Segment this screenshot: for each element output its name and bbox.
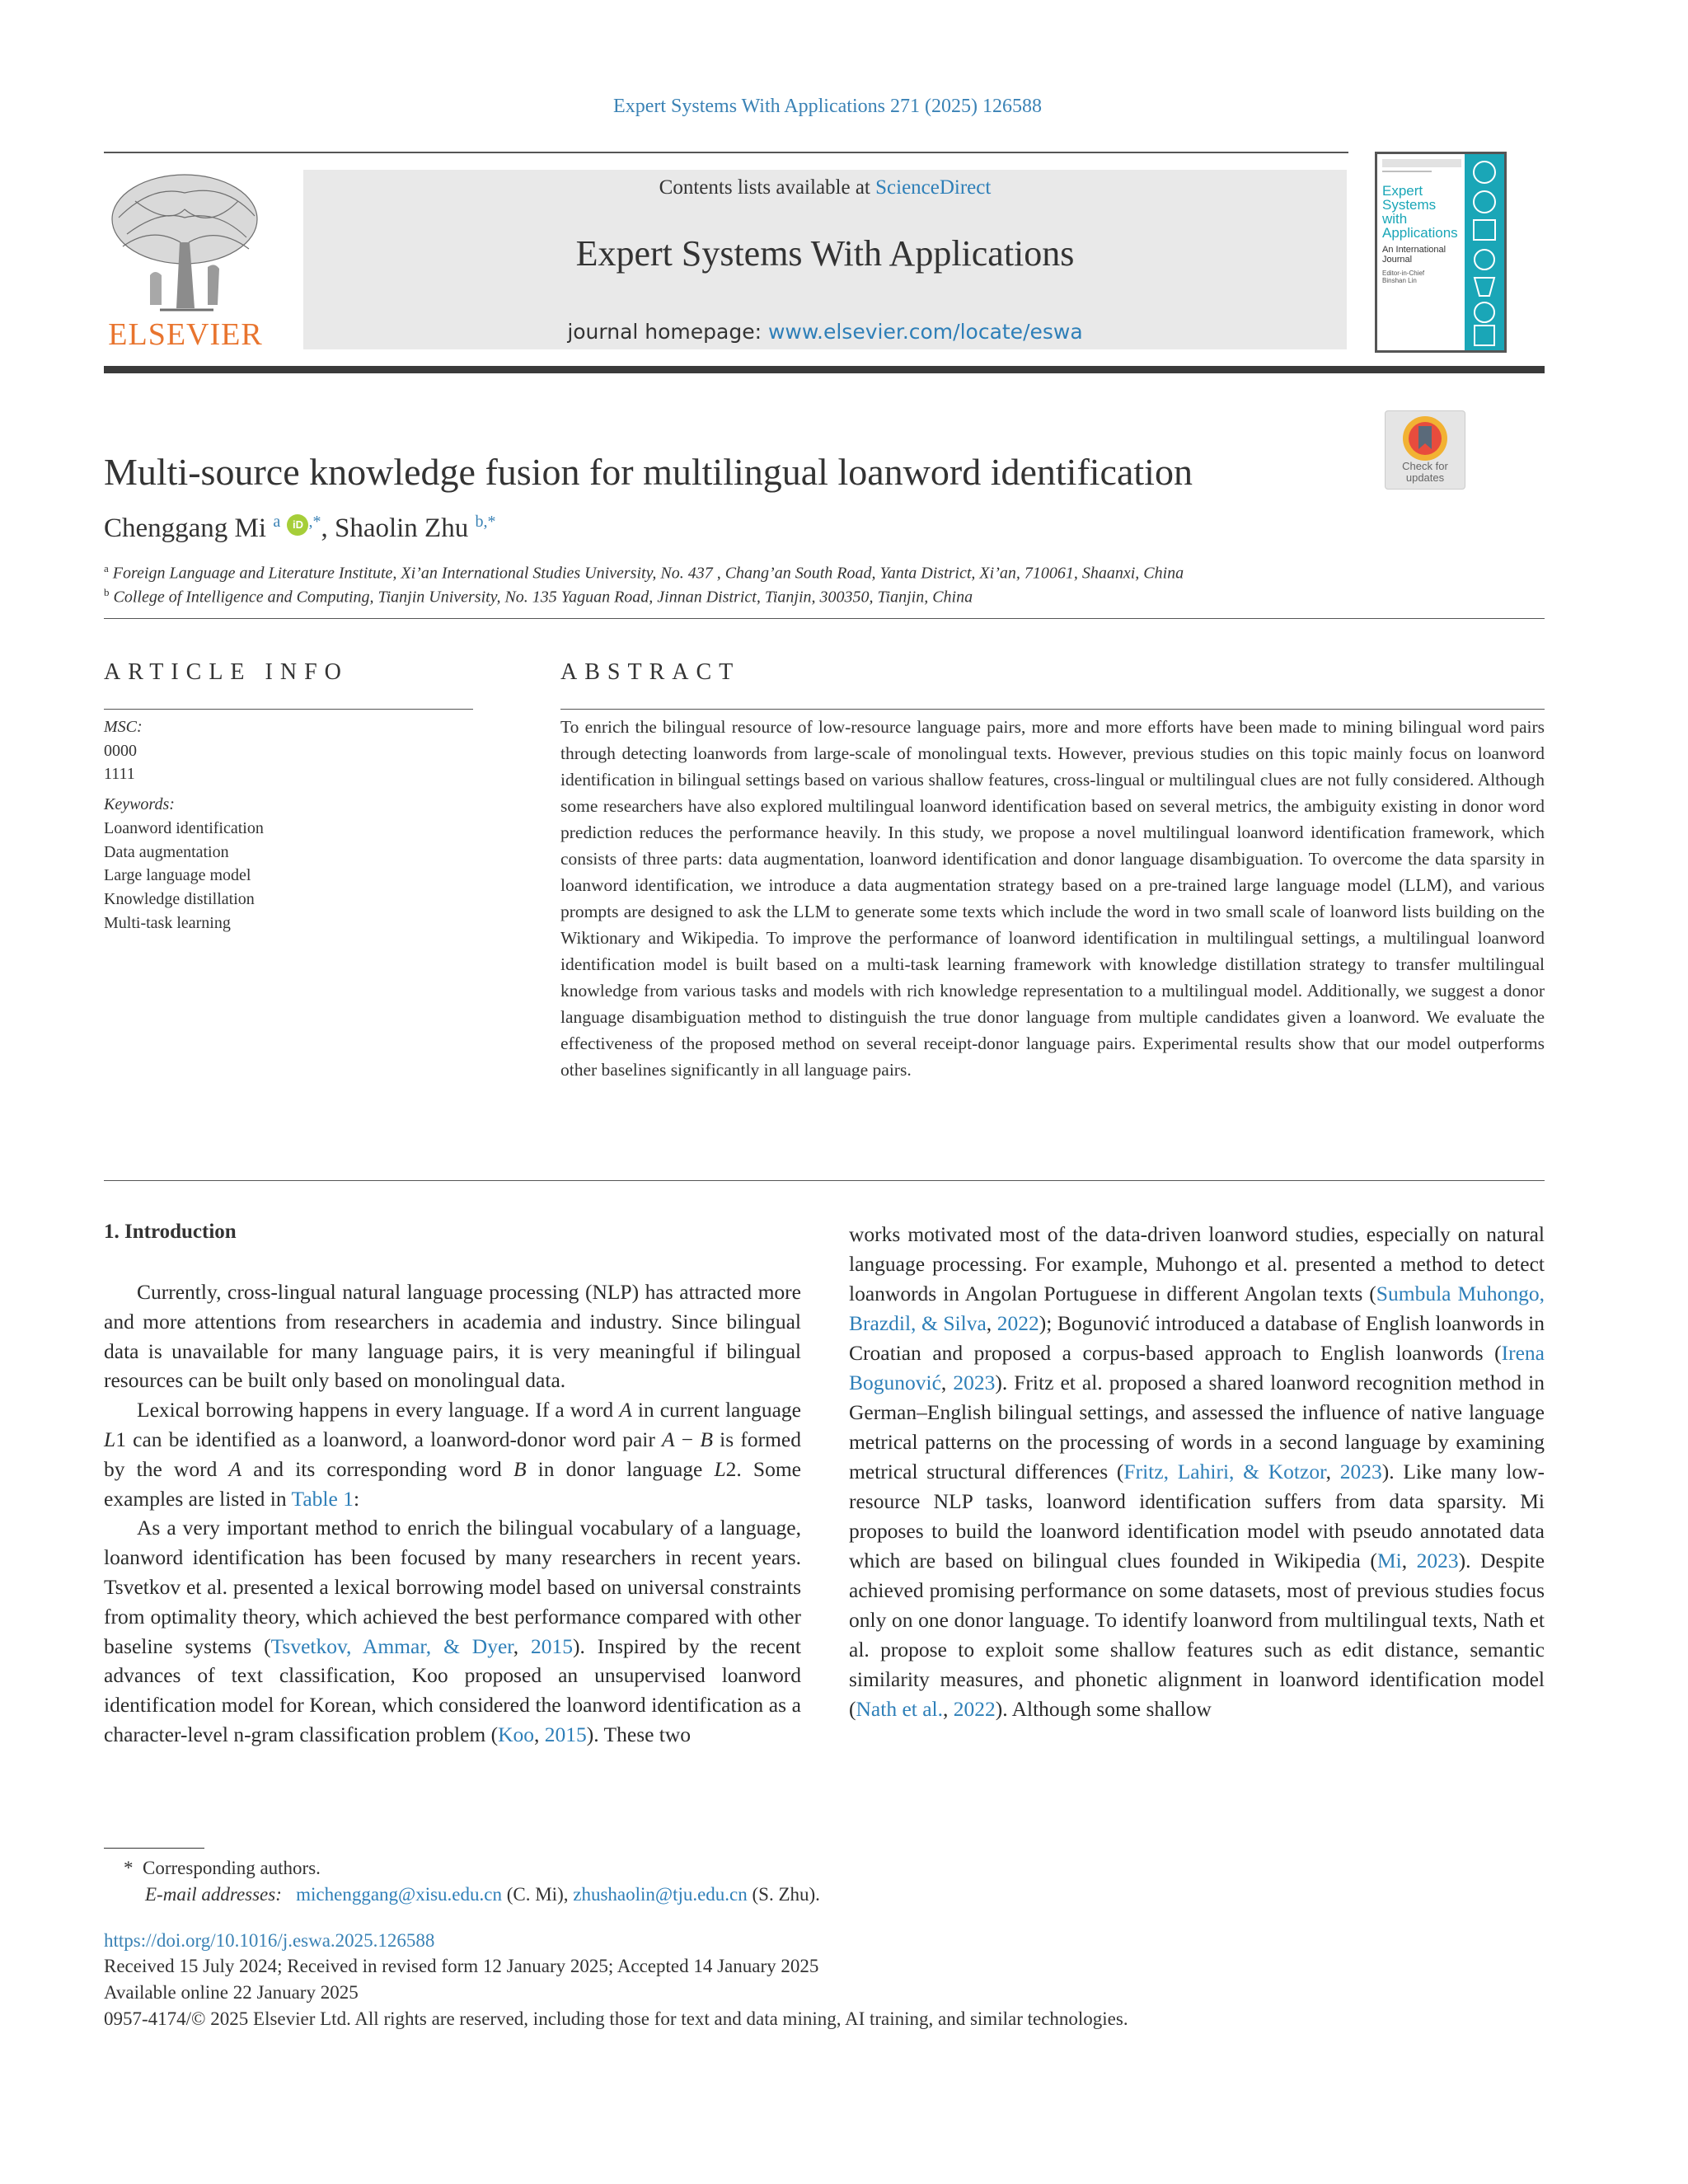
author-separator: ,: [321, 513, 335, 543]
math-var: L: [714, 1456, 726, 1481]
affiliation-mark: b: [104, 586, 110, 598]
cover-subtitle: [1382, 245, 1465, 265]
body-column-left: [104, 1277, 801, 1750]
msc-code: 1111: [104, 765, 135, 784]
footnote-rule: [104, 1848, 204, 1849]
text-run: ). Although some shallow: [995, 1697, 1212, 1721]
citation-year-link[interactable]: 2023: [1339, 1460, 1382, 1483]
cover-subtitle-line: An International: [1382, 245, 1447, 255]
email-footnote: [145, 1884, 820, 1905]
journal-name: Expert Systems With Applications: [575, 233, 1075, 274]
math-var: A: [619, 1398, 632, 1422]
math-var: A: [228, 1456, 242, 1481]
cover-title-line: Applications: [1382, 225, 1458, 241]
text-run: ,: [1401, 1549, 1417, 1572]
cover-title-line: with: [1382, 211, 1408, 227]
paragraph: [104, 1513, 801, 1749]
elsevier-logo: [102, 168, 269, 353]
affiliation: [104, 586, 973, 607]
body-column-right: [849, 1220, 1545, 1724]
keywords-label: Keywords:: [104, 795, 175, 814]
keyword: Knowledge distillation: [104, 889, 255, 908]
journal-citation-link[interactable]: Expert Systems With Applications 271 (2025) 126588: [613, 96, 1042, 117]
homepage-link[interactable]: www.elsevier.com/locate/eswa: [767, 320, 1083, 344]
text-run: ). Despite achieved promising performance on some datasets, most of previous studies focus only on one donor language. To identify loanword from multilingual texts, Nath et al. propose to exploit some shallow features such as edit distance, semantic similarity measures, and phonetic alignment in loanword identification model (: [849, 1549, 1545, 1721]
text-run: As a very important method to enrich the bilingual vocabulary of a language, loanword identification has been focused by many researchers in recent years. Tsvetkov et al. presented a lexical borrowing model based on universal constraints from optimality theory, which achieved the best performance compared with other baseline systems (: [104, 1516, 801, 1658]
journal-cover[interactable]: [1375, 152, 1507, 353]
footnote-mark: *: [124, 1858, 134, 1878]
article-info-heading: ARTICLE INFO: [104, 659, 349, 685]
email-link[interactable]: zhushaolin@tju.edu.cn: [573, 1884, 748, 1905]
available-online: Available online 22 January 2025: [104, 1982, 359, 2003]
orcid-icon[interactable]: iD: [287, 514, 308, 536]
text-run: ). These two: [586, 1722, 692, 1746]
author-list: [104, 513, 495, 544]
email-link[interactable]: michenggang@xisu.edu.cn: [296, 1884, 502, 1905]
doi-link[interactable]: https://doi.org/10.1016/j.eswa.2025.126588: [104, 1930, 435, 1951]
text-run: works motivated most of the data-driven loanword studies, especially on natural language processing. For example, Muhongo et al. presented a method to detect loanwords in Angolan Portuguese in different Angolan texts (: [849, 1222, 1545, 1305]
affiliation-mark[interactable]: b,*: [475, 513, 496, 531]
cover-editor-line: Binshan Lin: [1382, 277, 1417, 284]
article-info-list: [104, 715, 467, 935]
text-run: is formed by the word: [104, 1427, 801, 1481]
abstract-text: To enrich the bilingual resource of low-resource language pairs, more and more efforts have been made to mining bilingual word pairs through detecting loanwords from large-scale of monolingual texts. However, previous studies on this topic mainly focus on loanword identification in bilingual settings based on various shallow features, cross-lingual or multilingual clues are not fully considered. Although some researchers have also explored multilingual loanword identification based on several metrics, the ambiguity existing in donor word prediction reduces the performance heavily. In this study, we propose a novel multilingual loanword identification framework, which consists of three parts: data augmentation, loanword identification and donor language disambiguation. To overcome the data sparsity in loanword identification, we introduce a data augmentation strategy based on a pre-trained large language model (LLM), and various prompts are designed to ask the LLM to generate some texts which include the word in two small scale of loanword lists building on the Wiktionary and Wikipedia. To improve the performance of loanword identification in multilingual settings, a multilingual loanword identification model is built based on a multi-task learning framework with knowledge distillation strategy to transfer multilingual knowledge from various tasks and models with rich knowledge representation to a multilingual model. Additionally, we suggest a donor language disambiguation method to distinguish the true donor language from multiple candidates given a loanword. We evaluate the effectiveness of the proposed method on several receipt-donor language pairs. Experimental results show that our model outperforms other baselines significantly in all language pairs.: [560, 717, 1545, 1080]
section-rule: [104, 1180, 1545, 1181]
math-var: A: [662, 1427, 675, 1451]
bookmark-icon: [1400, 415, 1450, 462]
received-dates: Received 15 July 2024; Received in revised form 12 January 2025; Accepted 14 January 2025: [104, 1956, 819, 1976]
citation-link[interactable]: Mi: [1376, 1549, 1402, 1572]
keyword: Multi-task learning: [104, 913, 231, 932]
homepage-line: [303, 320, 1347, 344]
copyright-notice: 0957-4174/© 2025 Elsevier Ltd. All rights are reserved, including those for text and data mining, AI training, and similar technologies.: [104, 2008, 1128, 2029]
citation-year-link[interactable]: 2022: [953, 1697, 996, 1721]
math-var: B: [700, 1427, 713, 1451]
keyword: Data augmentation: [104, 842, 229, 861]
text-run: ). Like many low-resource NLP tasks, loanword identification suffers from data sparsity. Mi proposes to build the loanword identification model with pseudo annotated data which are based on bilingual clues founded in Wikipedia (: [849, 1460, 1545, 1572]
affiliation-mark[interactable]: a: [273, 513, 281, 531]
text-run: can be identified as a loanword, a loanword-donor word pair: [125, 1427, 663, 1451]
author-name[interactable]: Shaolin Zhu: [334, 513, 469, 543]
contents-prefix: Contents lists available at: [659, 176, 876, 199]
affiliation-mark: a: [104, 562, 109, 574]
text-run: ,: [986, 1311, 997, 1335]
text-run: ). Inspired by the recent advances of text classification, Koo proposed an unsupervised loanword identification model for Korean, which considered the loanword identification as a character-level n-gram classification problem (: [104, 1633, 801, 1746]
text-run: ). Fritz et al. proposed a shared loanword recognition method in German–English bilingual settings, and assessed the influence of native language metrical patterns on the processing of words in a second language by examining metrical structural differences (: [849, 1371, 1545, 1483]
paragraph: [849, 1220, 1545, 1724]
msc-label: MSC:: [104, 718, 143, 736]
keyword: Loanword identification: [104, 818, 264, 837]
math-var: L: [104, 1427, 116, 1451]
citation-year-link[interactable]: 2023: [953, 1371, 996, 1394]
msc-code: 0000: [104, 741, 137, 760]
cover-title: [1382, 184, 1465, 240]
math-var: B: [513, 1456, 527, 1481]
affiliation-text: College of Intelligence and Computing, Tianjin University, No. 135 Yaguan Road, Jinnan District, Tianjin, 300350, Tianjin, China: [113, 588, 973, 607]
cover-subtitle-line: Journal: [1382, 255, 1413, 265]
corresponding-footnote: [124, 1858, 321, 1879]
abstract-rule: [560, 709, 1545, 710]
journal-header: [303, 170, 1347, 349]
citation-year-link[interactable]: 2015: [531, 1633, 574, 1658]
text-run: in current language: [631, 1398, 802, 1422]
email-owner: (S. Zhu).: [747, 1884, 820, 1905]
article-info-rule: [104, 709, 473, 710]
affiliation: [104, 562, 1184, 583]
paragraph: [104, 1395, 801, 1513]
text-run: :: [353, 1486, 360, 1511]
sciencedirect-link[interactable]: ScienceDirect: [875, 176, 992, 199]
affiliation-text: Foreign Language and Literature Institute, Xi’an International Studies University, No. 437 , Chang’an South Road, Yanta District, Xi’an, 710061, Shaanxi, China: [112, 564, 1184, 583]
section-heading: 1. Introduction: [104, 1221, 237, 1243]
text-run: ); Bogunović introduced a database of English loanwords in Croatian and proposed a corpus-based approach to English loanwords (: [849, 1311, 1545, 1365]
elsevier-tree-icon: [102, 168, 269, 316]
math-index: 2: [725, 1456, 737, 1481]
table-reference-link[interactable]: Table 1: [291, 1486, 354, 1511]
cover-editor: [1382, 269, 1465, 284]
text-run: ,: [943, 1697, 954, 1721]
elsevier-wordmark: ELSEVIER: [108, 317, 263, 352]
author-name[interactable]: Chenggang Mi: [104, 513, 267, 543]
citation-year-link[interactable]: 2015: [544, 1722, 587, 1746]
header-thick-rule: [104, 366, 1545, 373]
paper-title: Multi-source knowledge fusion for multilingual loanword identification: [104, 451, 1193, 493]
text-run: . Some examples are listed in: [104, 1456, 801, 1511]
email-label: E-mail addresses:: [145, 1884, 282, 1905]
footnote-text: Corresponding authors.: [143, 1858, 321, 1878]
abstract-heading: ABSTRACT: [560, 659, 741, 685]
text-run: Lexical borrowing happens in every language. If a word: [137, 1398, 620, 1422]
cover-title-line: Expert: [1382, 183, 1423, 199]
citation-year-link[interactable]: 2022: [996, 1311, 1039, 1335]
text-run: ,: [940, 1371, 954, 1394]
check-updates-label: [1386, 461, 1465, 484]
check-updates-line: Check for: [1402, 460, 1448, 472]
keyword: Large language model: [104, 866, 251, 885]
math-index: 1: [115, 1427, 126, 1451]
text-run: ,: [513, 1633, 532, 1658]
homepage-prefix: journal homepage:: [567, 320, 768, 344]
cover-title-line: Systems: [1382, 197, 1437, 213]
math-op: −: [674, 1427, 701, 1451]
text-run: ,: [1325, 1460, 1340, 1483]
check-for-updates-button[interactable]: [1385, 410, 1465, 490]
text-run: ,: [534, 1722, 545, 1746]
citation-link[interactable]: Fritz, Lahiri, & Kotzor: [1123, 1460, 1326, 1483]
citation-year-link[interactable]: 2023: [1416, 1549, 1459, 1572]
section-rule: [104, 618, 1545, 619]
spacer: [104, 786, 467, 793]
header-rule: [104, 152, 1348, 153]
citation-link[interactable]: Sumbula Muhongo, Brazdil, & Silva: [849, 1282, 1545, 1335]
email-owner: (C. Mi),: [501, 1884, 574, 1905]
cover-editor-line: Editor-in-Chief: [1382, 269, 1425, 277]
citation-link[interactable]: Nath et al.: [856, 1697, 943, 1721]
corresponding-mark[interactable]: ,*: [308, 513, 321, 531]
citation-link[interactable]: Tsvetkov, Ammar, & Dyer: [270, 1633, 513, 1658]
text-run: and its corresponding word: [241, 1456, 513, 1481]
text-run: in donor language: [526, 1456, 715, 1481]
paragraph: Currently, cross-lingual natural language processing (NLP) has attracted more and more attentions from researchers in academia and industry. Since bilingual data is unavailable for many language pairs, it is very meaningful if bilingual resources can be built only based on monolingual data.: [104, 1280, 801, 1393]
contents-line: [303, 176, 1347, 199]
citation-link[interactable]: Koo: [498, 1722, 535, 1746]
check-updates-line: updates: [1405, 471, 1445, 484]
citation-link[interactable]: Irena Bogunović: [849, 1341, 1545, 1394]
